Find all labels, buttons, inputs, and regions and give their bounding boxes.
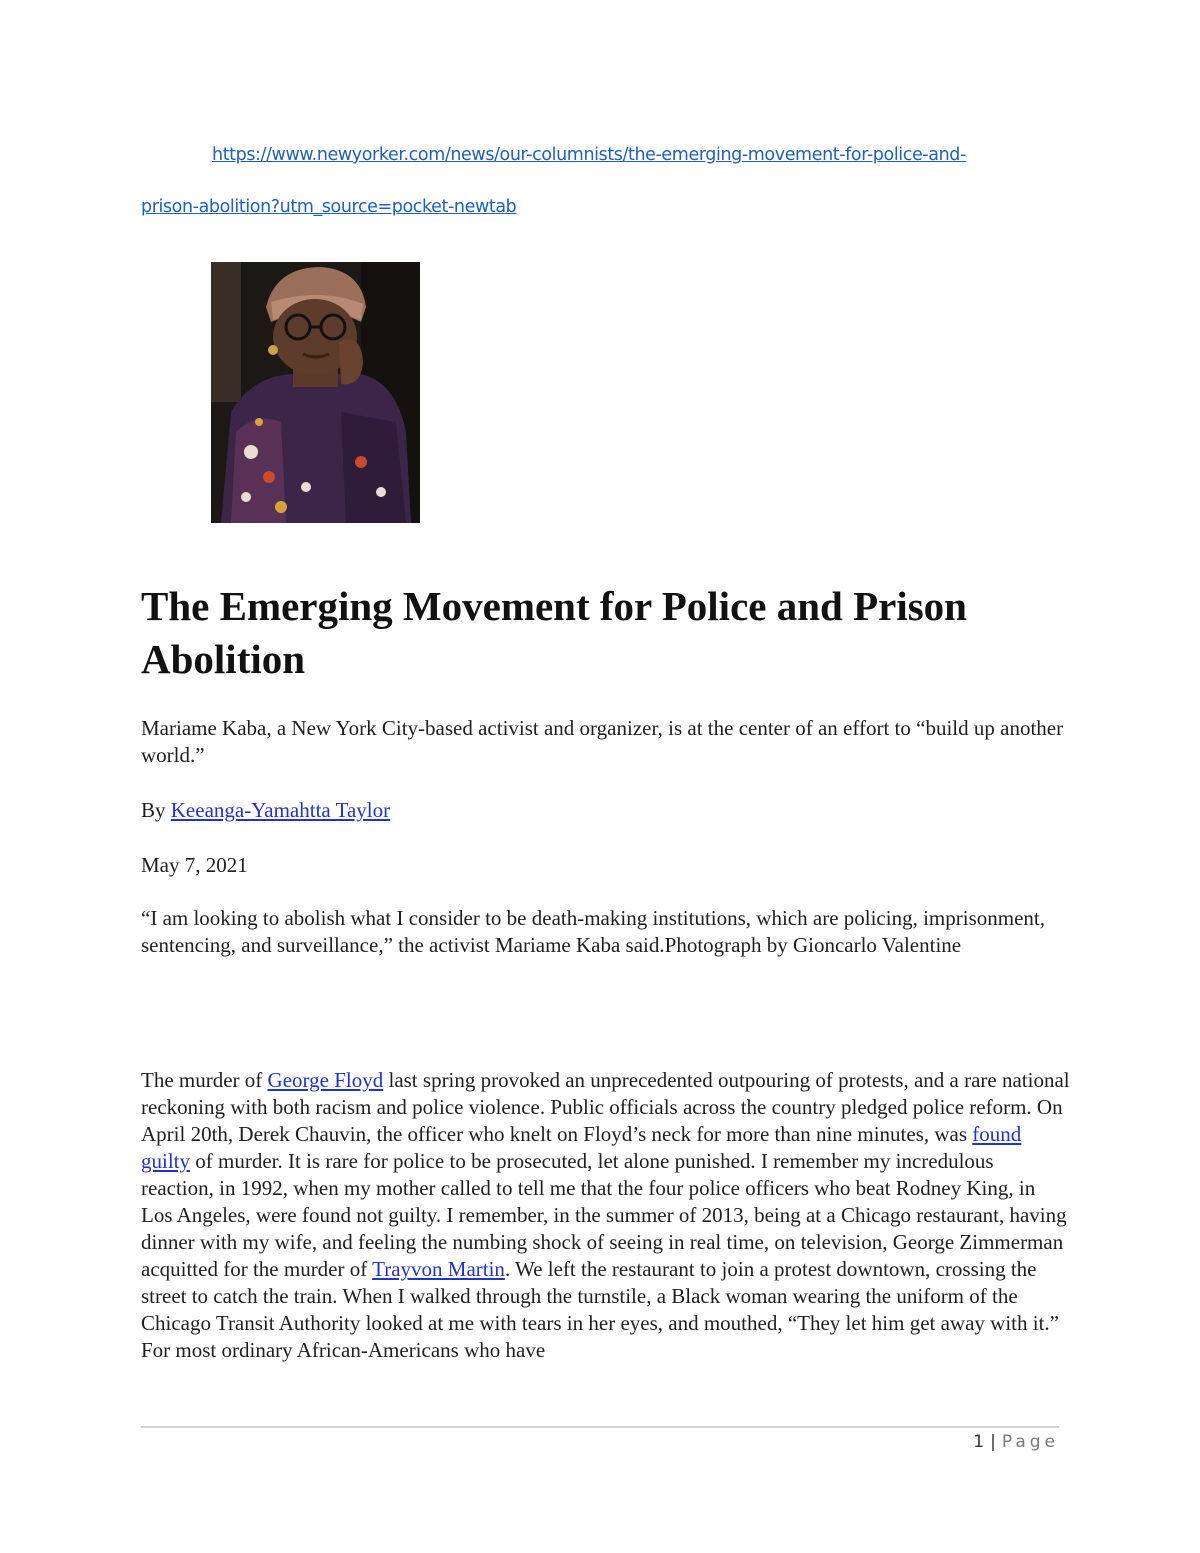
- article-title: The Emerging Movement for Police and Prison Abolition: [141, 583, 967, 682]
- body-text-segment-3: of murder. It is rare for police to be prosecuted, let alone punished. I remember my incredulous reaction, in 1992, when my mother called to tell me that the four police officers who beat Rodney King, in Los Angeles, were found not guilty. I remember, in the summer of 2013, being at a Chicago restaurant, having dinner with my wife, and feeling the numbing shock of seeing in real time, on television, George Zimmerman acquitted for the murder of: [141, 1149, 1067, 1281]
- author-link[interactable]: Keeanga-Yamahtta Taylor: [170, 798, 391, 822]
- body-text-segment-2: last spring provoked an unprecedented outpouring of protests, and a rare national reckoning with both racism and police violence. Public officials across the country pledged police reform. On April 20th, Derek Chauvin, the officer who knelt on Floyd’s neck for more than nine minutes, was: [141, 1068, 1070, 1146]
- source-url-link-line1[interactable]: https://www.newyorker.com/news/our-columnists/the-emerging-movement-for-police-and-: [212, 145, 966, 165]
- byline: [141, 797, 1071, 824]
- source-url-link-line2[interactable]: prison-abolition?utm_source=pocket-newtab: [141, 197, 517, 217]
- page-label: Page: [1001, 1432, 1059, 1452]
- body-text-segment-4: . We left the restaurant to join a protest downtown, crossing the street to catch the train. When I walked through the turnstile, a Black woman wearing the uniform of the Chicago Transit Authority looked at me with tears in her eyes, and mouthed, “They let him get away with it.” For most ordinary African-Americans who have: [141, 1257, 1059, 1362]
- george-floyd-link[interactable]: George Floyd: [267, 1068, 384, 1092]
- article-body-paragraph: [141, 1067, 1071, 1364]
- footer-divider: [141, 1426, 1059, 1428]
- portrait-photo: [211, 262, 420, 523]
- publish-date: May 7, 2021: [141, 853, 248, 877]
- photo-caption: “I am looking to abolish what I consider to be death-making institutions, which are policing, imprisonment, sentencing, and surveillance,” the activist Mariame Kaba said.Photograph by Gioncarlo Valentine: [141, 906, 1045, 957]
- page-footer: [973, 1432, 1059, 1452]
- byline-prefix: By: [141, 798, 171, 822]
- trayvon-martin-link[interactable]: Trayvon Martin: [372, 1257, 505, 1281]
- body-text-segment-1: The murder of: [141, 1068, 268, 1092]
- article-dek: Mariame Kaba, a New York City-based activist and organizer, is at the center of an effort to “build up another world.”: [141, 716, 1064, 767]
- page-number: 1: [973, 1432, 985, 1452]
- found-guilty-link[interactable]: found guilty: [141, 1122, 1022, 1173]
- page-separator: |: [990, 1432, 996, 1452]
